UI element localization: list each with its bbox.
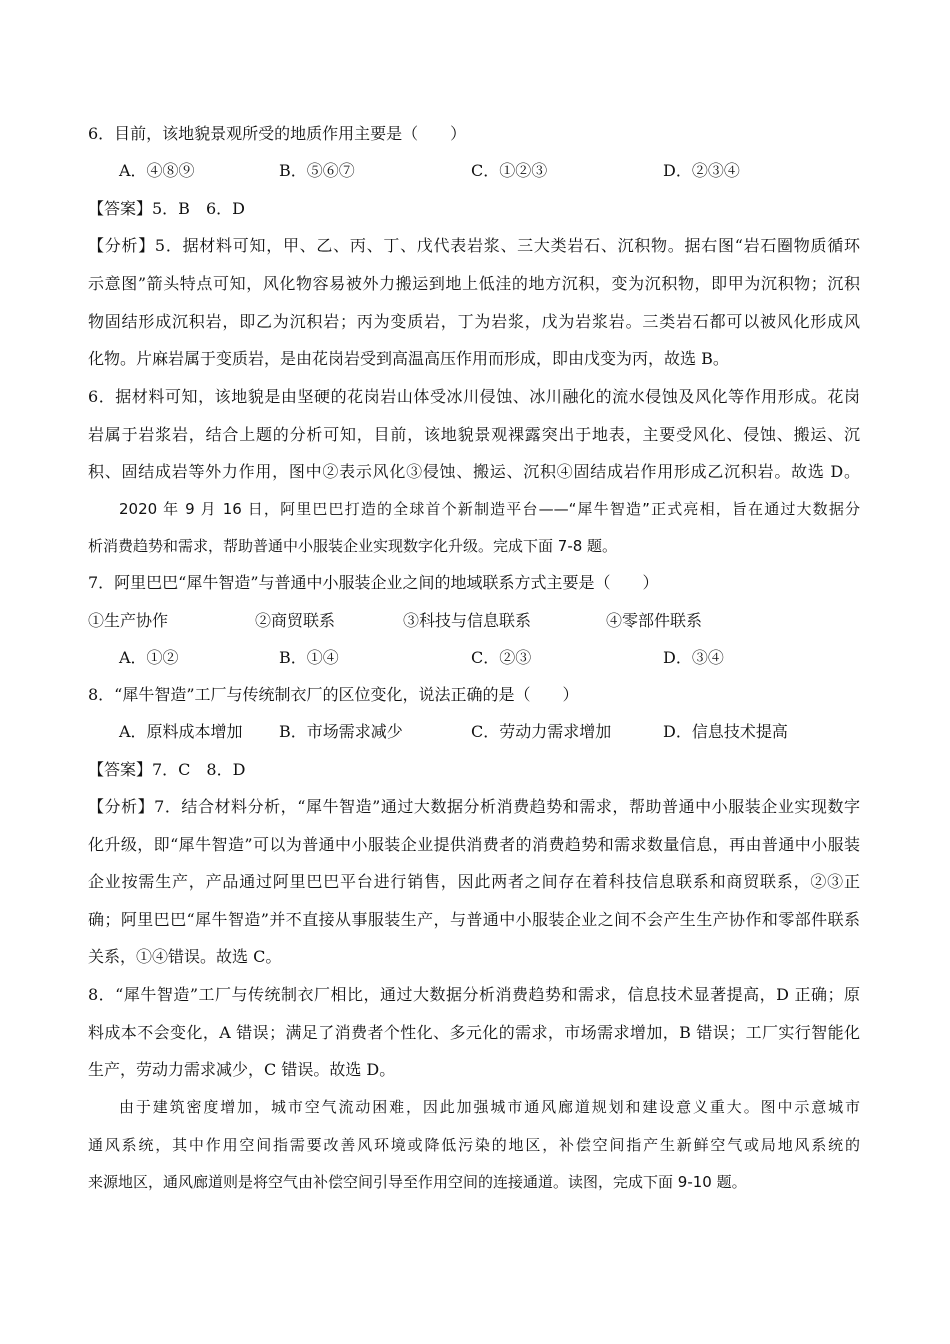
q7-option-a: A．①② xyxy=(119,648,179,667)
q8-option-a: A．原料成本增加 xyxy=(119,722,243,741)
q8-option-c: C．劳动力需求增加 xyxy=(471,722,612,741)
q7-option-d: D．③④ xyxy=(663,648,724,667)
material-line: 2020 年 9 月 16 日，阿里巴巴打造的全球首个新制造平台——“犀牛智造”正式亮相，旨在通过大数据分 xyxy=(119,500,860,518)
analysis-line: 示意图”箭头特点可知，风化物容易被外力搬运到地上低洼的地方沉积，变为沉积物，即甲为沉积物；沉积 xyxy=(88,274,860,293)
answer-7-8: 【答案】7．C 8．D xyxy=(88,760,246,779)
analysis-line: 【分析】5．据材料可知，甲、乙、丙、丁、戊代表岩浆、三大类岩石、沉积物。据右图“岩石圈物质循环 xyxy=(88,236,860,255)
analysis-line: 岩属于岩浆岩，结合上题的分析可知，目前，该地貌景观裸露突出于地表，主要受风化、侵蚀、搬运、沉 xyxy=(88,425,860,444)
q8-option-b: B．市场需求减少 xyxy=(279,722,403,741)
q6-option-a: A．④⑧⑨ xyxy=(119,161,195,180)
q7-item-1: ①生产协作 xyxy=(88,611,169,630)
material-line: 由于建筑密度增加，城市空气流动困难，因此加强城市通风廊道规划和建设意义重大。图中示意城市 xyxy=(119,1098,860,1116)
q7-item-2: ②商贸联系 xyxy=(255,611,336,630)
analysis-line: 8．“犀牛智造”工厂与传统制衣厂相比，通过大数据分析消费趋势和需求，信息技术显著提高，D 正确；原 xyxy=(88,985,860,1004)
analysis-line: 企业按需生产，产品通过阿里巴巴平台进行销售，因此两者之间存在着科技信息联系和商贸联系，②③正 xyxy=(88,872,860,891)
analysis-line: 【分析】7．结合材料分析，“犀牛智造”通过大数据分析消费趋势和需求，帮助普通中小服装企业实现数字 xyxy=(88,797,860,816)
analysis-line: 化物。片麻岩属于变质岩，是由花岗岩受到高温高压作用而形成，即由戊变为丙，故选 B。 xyxy=(88,349,729,368)
analysis-line: 物固结形成沉积岩，即乙为沉积岩；丙为变质岩，丁为岩浆，戊为岩浆岩。三类岩石都可以被风化形成风 xyxy=(88,312,860,331)
q7-stem: 7．阿里巴巴“犀牛智造”与普通中小服装企业之间的地域联系方式主要是（ ） xyxy=(88,573,659,592)
q7-item-4: ④零部件联系 xyxy=(606,611,703,630)
q6-option-d: D．②③④ xyxy=(663,161,740,180)
analysis-line: 积、固结成岩等外力作用，图中②表示风化③侵蚀、搬运、沉积④固结成岩作用形成乙沉积岩。故选 D。 xyxy=(88,462,860,481)
analysis-line: 6．据材料可知，该地貌是由坚硬的花岗岩山体受冰川侵蚀、冰川融化的流水侵蚀及风化等作用形成。花岗 xyxy=(88,387,860,406)
q7-option-b: B．①④ xyxy=(279,648,339,667)
analysis-line: 关系，①④错误。故选 C。 xyxy=(88,947,282,966)
q8-option-d: D．信息技术提高 xyxy=(663,722,788,741)
q6-option-c: C．①②③ xyxy=(471,161,548,180)
material-line: 通风系统，其中作用空间指需要改善风环境或降低污染的地区，补偿空间指产生新鲜空气或局地风系统的 xyxy=(88,1136,860,1154)
answer-5-6: 【答案】5．B 6．D xyxy=(88,199,245,218)
analysis-line: 确；阿里巴巴“犀牛智造”并不直接从事服装生产，与普通中小服装企业之间不会产生生产协作和零部件联系 xyxy=(88,910,860,929)
material-line: 析消费趋势和需求，帮助普通中小服装企业实现数字化升级。完成下面 7-8 题。 xyxy=(88,537,618,555)
q8-stem: 8．“犀牛智造”工厂与传统制衣厂的区位变化，说法正确的是（ ） xyxy=(88,685,579,704)
q7-item-3: ③科技与信息联系 xyxy=(403,611,532,630)
q6-stem: 6．目前，该地貌景观所受的地质作用主要是（ ） xyxy=(88,124,467,143)
analysis-line: 料成本不会变化，A 错误；满足了消费者个性化、多元化的需求，市场需求增加，B 错误；工厂实行智能化 xyxy=(88,1023,860,1042)
analysis-line: 化升级，即“犀牛智造”可以为普通中小服装企业提供消费者的消费趋势和需求数量信息，再由普通中小服装 xyxy=(88,835,860,854)
material-line: 来源地区，通风廊道则是将空气由补偿空间引导至作用空间的连接通道。读图，完成下面 9-10 题。 xyxy=(88,1173,747,1191)
q6-option-b: B．⑤⑥⑦ xyxy=(279,161,355,180)
q7-option-c: C．②③ xyxy=(471,648,532,667)
analysis-line: 生产，劳动力需求减少，C 错误。故选 D。 xyxy=(88,1060,396,1079)
